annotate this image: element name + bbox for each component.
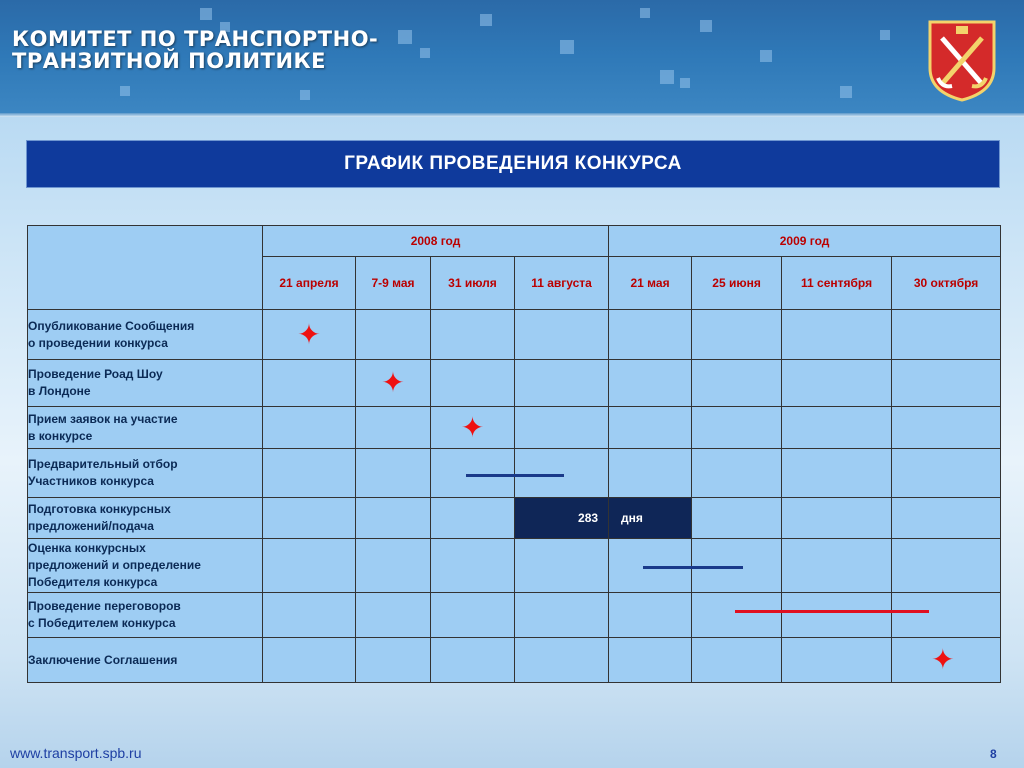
table-row <box>28 498 1001 539</box>
table-row <box>28 310 1001 360</box>
milestone-cell <box>263 310 356 360</box>
task-label: Опубликование Сообщения о проведении конкурса <box>28 310 263 360</box>
task-label: Предварительный отбор Участников конкурса <box>28 449 263 498</box>
gantt-cell <box>431 449 515 498</box>
committee-title-line2: ТРАНЗИТНОЙ ПОЛИТИКЕ <box>12 49 327 73</box>
milestone-cell <box>356 360 431 407</box>
committee-title-line1: КОМИТЕТ ПО ТРАНСПОРТНО- <box>12 27 379 51</box>
table-row <box>28 593 1001 638</box>
milestone-star-icon: ✦ <box>381 367 405 398</box>
date-header: 30 октября <box>892 257 1001 310</box>
gantt-bar-blue <box>643 566 743 569</box>
title-bar <box>26 140 1000 188</box>
milestone-star-icon: ✦ <box>460 411 485 443</box>
gantt-cell <box>609 539 692 593</box>
corner-cell <box>28 226 263 310</box>
milestone-cell <box>892 638 1001 683</box>
table-row <box>28 407 1001 449</box>
task-label: Заключение Соглашения <box>28 638 263 683</box>
gantt-bar-blue <box>466 474 564 477</box>
task-label: Подготовка конкурсных предложений/подача <box>28 498 263 539</box>
duration-unit: дня <box>621 511 643 525</box>
gantt-cell <box>692 593 782 638</box>
page-title: ГРАФИК ПРОВЕДЕНИЯ КОНКУРСА <box>344 153 682 174</box>
page-number: 8 <box>990 747 997 761</box>
task-label: Оценка конкурсных предложений и определение Победителя конкурса <box>28 539 263 593</box>
date-header: 11 сентября <box>782 257 892 310</box>
task-label: Проведение переговоров с Победителем конкурса <box>28 593 263 638</box>
milestone-star-icon: ✦ <box>297 318 321 350</box>
duration-cell <box>609 498 692 539</box>
milestone-cell <box>431 407 515 449</box>
milestone-star-icon: ✦ <box>931 644 955 675</box>
table-row <box>28 449 1001 498</box>
coat-of-arms-icon <box>926 18 998 102</box>
date-header: 11 августа <box>515 257 609 310</box>
task-label: Проведение Роад Шоу в Лондоне <box>28 360 263 407</box>
header-banner <box>0 0 1024 113</box>
year-2009-header: 2009 год <box>609 226 1001 257</box>
date-header: 25 июня <box>692 257 782 310</box>
table-row <box>28 539 1001 593</box>
date-header: 31 июля <box>431 257 515 310</box>
gantt-bar-red <box>735 610 929 613</box>
date-header: 21 мая <box>609 257 692 310</box>
committee-title <box>12 28 378 72</box>
table-row <box>28 638 1001 683</box>
duration-number: 283 <box>578 511 599 525</box>
table-row <box>28 360 1001 407</box>
website-link[interactable]: www.transport.spb.ru <box>10 745 142 761</box>
schedule-table <box>27 225 1001 683</box>
task-label: Прием заявок на участие в конкурсе <box>28 407 263 449</box>
duration-cell <box>515 498 609 539</box>
date-header: 7-9 мая <box>356 257 431 310</box>
header-divider <box>0 113 1024 117</box>
year-2008-header: 2008 год <box>263 226 609 257</box>
date-header: 21 апреля <box>263 257 356 310</box>
